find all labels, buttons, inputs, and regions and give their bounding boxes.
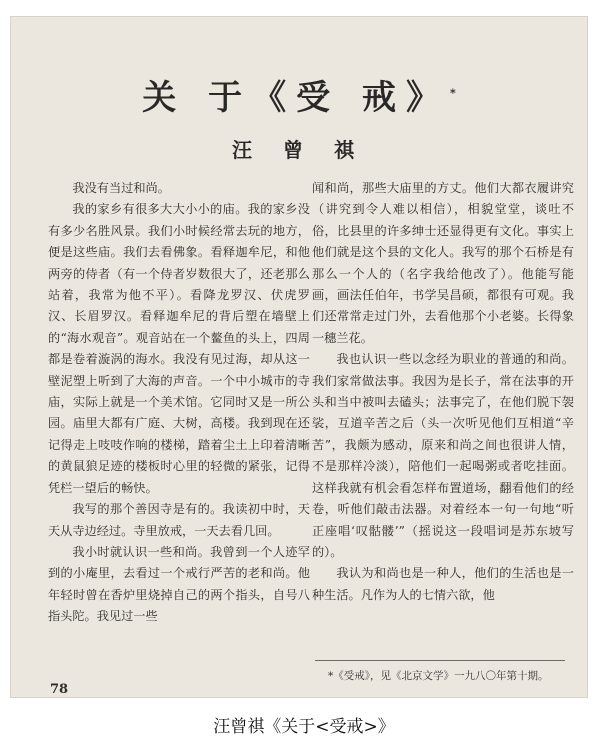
- paragraph: 我认为和尚也是一种人，他们的生活也是一种生活。凡作为人的七情六欲，他: [312, 566, 574, 602]
- footnote: *《受戒》，见《北京文学》一九八〇年第十期。: [328, 670, 549, 682]
- article-title-text: 关 于《受 戒》: [142, 78, 450, 118]
- paragraph: 我小时就认识一些和尚。我曾到一个人迹罕到的小庵里，去看过一个戒行严苦的老和尚。他年轻时曾在香炉里烧掉自己的两个指头，自号八指头陀。我见过一些: [48, 544, 310, 624]
- footnote-divider: [315, 660, 565, 661]
- left-column: [48, 178, 310, 668]
- paragraph: 闻和尚，那些大庙里的方丈。他们大都衣履讲究（讲究到令人难以相信），相貌堂堂，谈吐不俗，比县里的许多绅士还显得更有文化。事实上他们就是这个县的文化人。我写的那个石桥是有那么一个人的（名字我给他改了）。他能写能画，画法任伯年，书学吴昌硕，都很有可观。我们还常常走过门外，去看他那个小老婆。长得象一穗兰花。: [312, 181, 574, 345]
- paragraph: 我的家乡有很多大大小小的庙。我的家乡没有多少名胜风景。我们小时候经常去玩的地方，便是这些庙。我们去看佛象。看释迦牟尼，和他两旁的侍者（有一个侍者岁数很大了，还老那么站着，我常为他不平）。看降龙罗汉、伏虎罗汉、长眉罗汉。看释迦牟尼的背后塑在墙壁上的“海水观音”。观音站在一个鳌鱼的头上，四周都是卷着漩涡的海水。我没有见过海，却从这一壁泥塑上听到了大海的声音。一个中小城市的寺庙，实际上就是一个美术馆。它同时又是一所公园。庙里大都有广庭、大树，高楼。我到现在还记得走上吱吱作响的楼梯，踏着尘土上印着清晰的黄鼠狼足迹的楼板时心里的轻微的紧张，记得凭栏一望后的畅快。: [48, 202, 310, 495]
- paragraph: 我写的那个善因寺是有的。我读初中时，天天从寺边经过。寺里放戒，一天去看几回。: [48, 502, 310, 538]
- magazine-page: [10, 16, 588, 698]
- image-caption: 汪曾祺《关于<受戒>》: [213, 717, 395, 737]
- paragraph: 我也认识一些以念经为职业的普通的和尚。我们家常做法事。我因为是长子，常在法事的开头和当中被叫去磕头；法事完了，在他们脱下袈裟，互道辛苦之后（头一次听见他们互相道“辛苦”，我颇为感动，原来和尚之间也很讲人情，不是那样冷淡），陪他们一起喝粥或者吃挂面。这样我就有机会看怎样布置道场，翻看他们的经卷，听他们敲击法器。对着经本一句一句地“听正座唱‘叹骷髅’”（摇说这一段唱词是苏东坡写的）。: [312, 352, 574, 559]
- page-number: 78: [50, 682, 69, 697]
- author-name: 汪 曾 祺: [232, 138, 366, 162]
- paragraph: 我没有当过和尚。: [72, 181, 170, 195]
- right-column: [312, 178, 574, 668]
- article-title: [10, 70, 588, 119]
- title-footnote-mark: *: [449, 86, 456, 100]
